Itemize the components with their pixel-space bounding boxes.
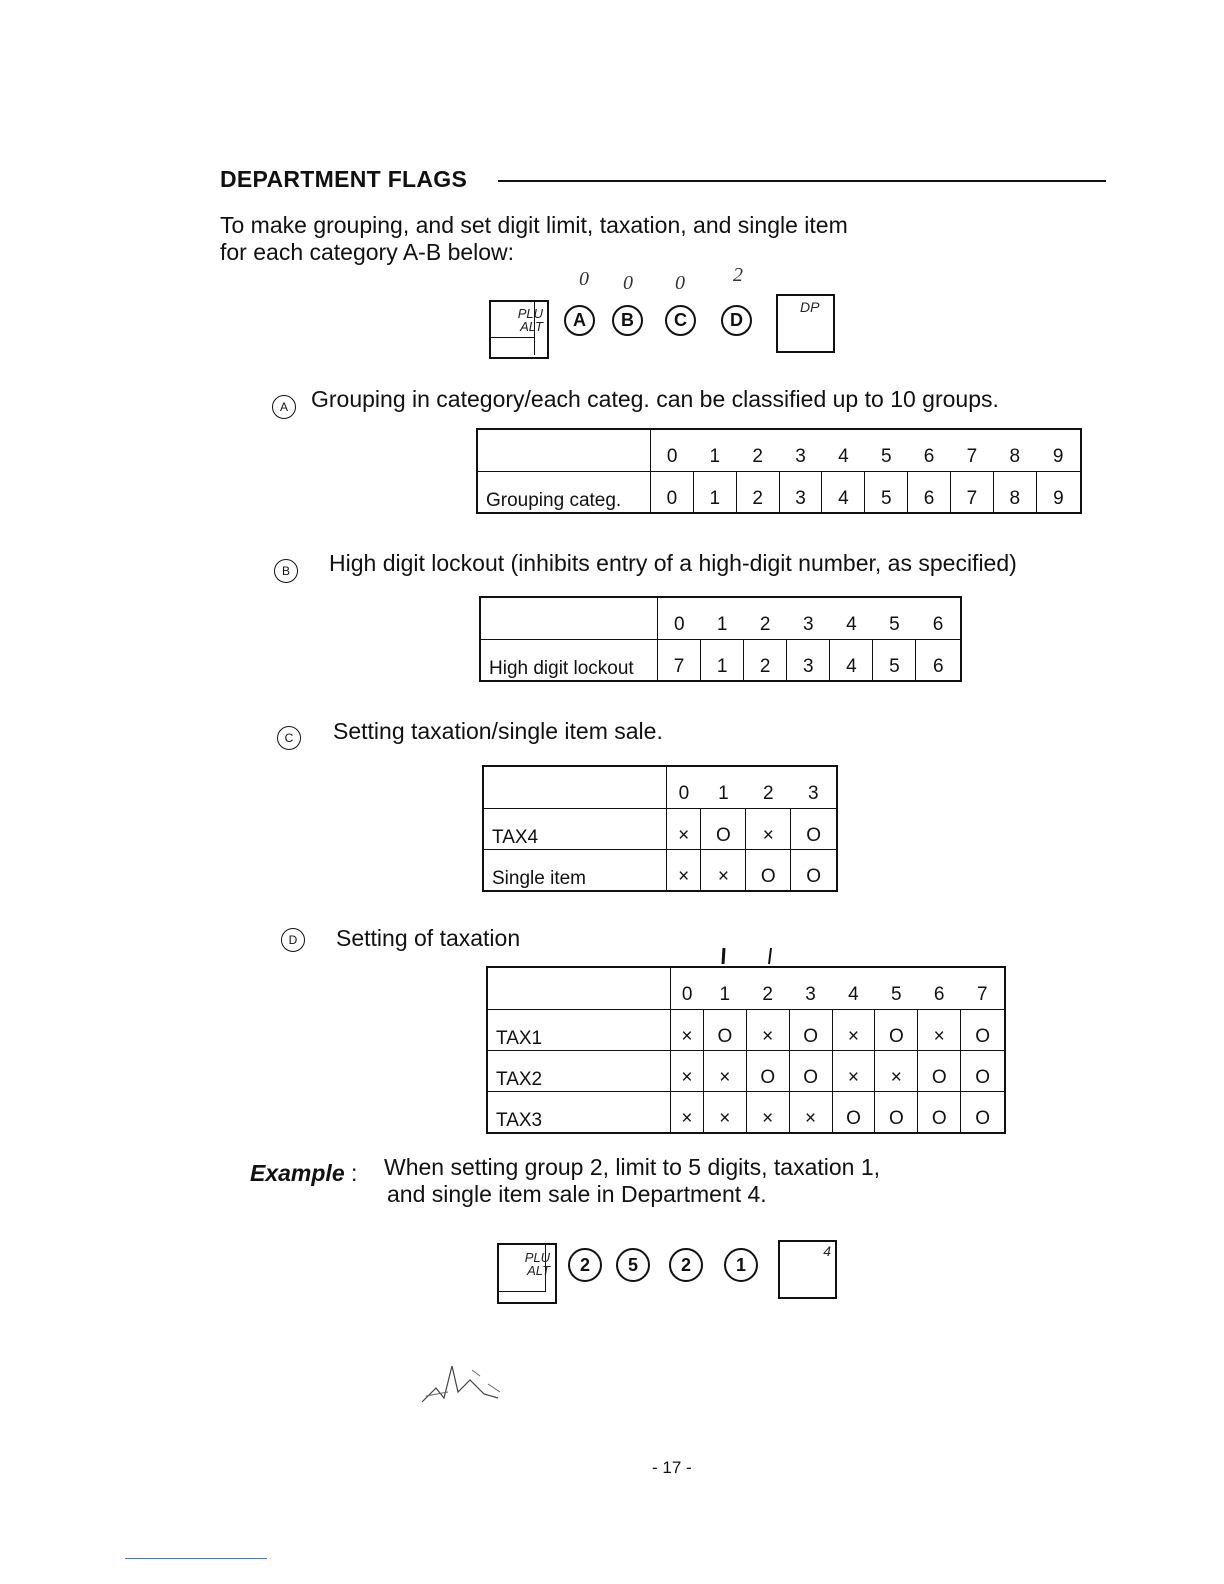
grouping-table-header-row: [477, 429, 1081, 472]
grouping-value-5: 5: [865, 472, 908, 514]
tax1-value-3: O: [789, 1010, 832, 1051]
high-digit-value-3: 3: [787, 640, 830, 682]
table-row: [487, 1051, 1005, 1092]
table-row: [487, 1010, 1005, 1051]
handwritten-tick-marks: [718, 946, 778, 968]
single-item-row-label: Single item: [483, 850, 667, 892]
high-digit-value-6: 6: [916, 640, 961, 682]
grouping-header-6: 6: [908, 429, 951, 472]
example-plu-alt-line1: PLU: [524, 1250, 550, 1265]
tax4-value-0: ×: [667, 809, 701, 850]
tax4-table: [482, 765, 838, 892]
high-digit-value-4: 4: [830, 640, 873, 682]
high-digit-value-5: 5: [873, 640, 916, 682]
plu-alt-key: [489, 300, 549, 359]
example-colon: :: [351, 1160, 358, 1186]
tax4-table-corner: [483, 766, 667, 809]
tax1-value-2: ×: [746, 1010, 789, 1051]
grouping-value-7: 7: [951, 472, 994, 514]
single-item-value-3: O: [791, 850, 837, 892]
table-row: [477, 472, 1081, 514]
grouping-header-4: 4: [822, 429, 865, 472]
high-digit-header-5: 5: [873, 597, 916, 640]
taxation-header-4: 4: [832, 967, 875, 1010]
tax4-value-1: O: [701, 809, 746, 850]
high-digit-table-header-row: [480, 597, 961, 640]
tax3-row-label: TAX3: [487, 1092, 671, 1134]
grouping-value-1: 1: [693, 472, 736, 514]
tax3-value-2: ×: [746, 1092, 789, 1134]
section-b-text: High digit lockout (inhibits entry of a high-digit number, as specified): [329, 550, 1017, 576]
taxation-header-7: 7: [961, 967, 1005, 1010]
taxation-header-0: 0: [671, 967, 704, 1010]
taxation-header-6: 6: [918, 967, 961, 1010]
example-plu-alt-key: [497, 1243, 557, 1304]
tax4-header-2: 2: [746, 766, 791, 809]
table-row: [487, 1092, 1005, 1134]
plu-alt-key-line2: ALT: [520, 319, 543, 334]
taxation-table: [486, 966, 1006, 1134]
high-digit-header-6: 6: [916, 597, 961, 640]
grouping-value-4: 4: [822, 472, 865, 514]
tax3-value-1: ×: [703, 1092, 746, 1134]
handwritten-mark-a: 0: [579, 268, 589, 290]
single-item-value-0: ×: [667, 850, 701, 892]
intro-line-2: for each category A-B below:: [220, 239, 515, 265]
example-label-word: Example: [250, 1160, 345, 1186]
page-number: - 17 -: [652, 1458, 692, 1477]
example-circle-2b: 2: [669, 1248, 703, 1282]
high-digit-header-3: 3: [787, 597, 830, 640]
grouping-header-3: 3: [779, 429, 822, 472]
grouping-header-1: 1: [693, 429, 736, 472]
high-digit-table: [479, 596, 962, 682]
tax2-value-1: ×: [703, 1051, 746, 1092]
tax3-value-3: ×: [789, 1092, 832, 1134]
example-line-1: When setting group 2, limit to 5 digits, taxation 1,: [384, 1154, 881, 1180]
high-digit-row-label: High digit lockout: [480, 640, 658, 682]
grouping-value-8: 8: [993, 472, 1036, 514]
example-dept-key: [778, 1240, 837, 1299]
grouping-value-9: 9: [1036, 472, 1081, 514]
heading-rule: [498, 180, 1106, 182]
tax3-value-6: O: [918, 1092, 961, 1134]
section-b-badge: B: [274, 559, 298, 583]
high-digit-value-2: 2: [744, 640, 787, 682]
tax3-value-5: O: [875, 1092, 918, 1134]
example-circle-1: 1: [724, 1248, 758, 1282]
single-item-value-1: ×: [701, 850, 746, 892]
tax2-value-4: ×: [832, 1051, 875, 1092]
taxation-header-5: 5: [875, 967, 918, 1010]
table-row: [483, 850, 837, 892]
dp-key-label: DP: [800, 299, 820, 315]
section-c-badge: C: [277, 726, 301, 750]
table-row: [480, 640, 961, 682]
tax2-value-3: O: [789, 1051, 832, 1092]
single-item-value-2: O: [746, 850, 791, 892]
tax4-header-0: 0: [667, 766, 701, 809]
section-d-badge: D: [281, 928, 305, 952]
tax4-header-1: 1: [701, 766, 746, 809]
tax2-value-0: ×: [671, 1051, 704, 1092]
tax4-value-2: ×: [746, 809, 791, 850]
example-text: [384, 1154, 880, 1208]
tax2-value-5: ×: [875, 1051, 918, 1092]
tax4-row-label: TAX4: [483, 809, 667, 850]
taxation-header-1: 1: [703, 967, 746, 1010]
key-circle-a: A: [564, 305, 595, 336]
taxation-table-corner: [487, 967, 671, 1010]
handwritten-mark-c: 0: [675, 272, 685, 294]
bottom-rule: [125, 1558, 267, 1559]
example-line-2: and single item sale in Department 4.: [387, 1181, 767, 1207]
grouping-header-9: 9: [1036, 429, 1081, 472]
tax2-value-7: O: [961, 1051, 1005, 1092]
high-digit-header-2: 2: [744, 597, 787, 640]
grouping-header-8: 8: [993, 429, 1036, 472]
high-digit-header-1: 1: [701, 597, 744, 640]
tax1-value-0: ×: [671, 1010, 704, 1051]
section-d-text: Setting of taxation: [336, 925, 521, 951]
table-row: [483, 809, 837, 850]
example-circle-2: 2: [568, 1248, 602, 1282]
tax1-value-5: O: [875, 1010, 918, 1051]
signature-scribble-icon: [418, 1362, 506, 1408]
key-circle-b: B: [612, 305, 643, 336]
tax4-value-3: O: [791, 809, 837, 850]
tax1-row-label: TAX1: [487, 1010, 671, 1051]
dp-key: [776, 294, 835, 353]
high-digit-table-corner: [480, 597, 658, 640]
grouping-header-5: 5: [865, 429, 908, 472]
example-dept-key-label: 4: [823, 1243, 831, 1259]
grouping-table-corner: [477, 429, 651, 472]
tax1-value-6: ×: [918, 1010, 961, 1051]
page-heading: DEPARTMENT FLAGS: [220, 166, 468, 192]
tax1-value-4: ×: [832, 1010, 875, 1051]
example-label: [250, 1160, 357, 1187]
high-digit-value-1: 1: [701, 640, 744, 682]
grouping-value-2: 2: [736, 472, 779, 514]
high-digit-header-0: 0: [658, 597, 701, 640]
grouping-header-2: 2: [736, 429, 779, 472]
grouping-header-0: 0: [651, 429, 694, 472]
tax4-header-3: 3: [791, 766, 837, 809]
grouping-value-0: 0: [651, 472, 694, 514]
key-circle-d: D: [721, 305, 752, 336]
taxation-header-2: 2: [746, 967, 789, 1010]
taxation-table-header-row: [487, 967, 1005, 1010]
tax4-table-header-row: [483, 766, 837, 809]
grouping-value-6: 6: [908, 472, 951, 514]
handwritten-mark-d: 2: [733, 264, 743, 286]
high-digit-value-0: 7: [658, 640, 701, 682]
tax1-value-7: O: [961, 1010, 1005, 1051]
example-circle-5: 5: [616, 1248, 650, 1282]
handwritten-mark-b: 0: [623, 272, 633, 294]
intro-line-1: To make grouping, and set digit limit, taxation, and single item: [220, 212, 848, 238]
intro-text: [220, 212, 848, 266]
section-c-text: Setting taxation/single item sale.: [333, 718, 663, 744]
grouping-row-label: Grouping categ.: [477, 472, 651, 514]
tax3-value-4: O: [832, 1092, 875, 1134]
tax1-value-1: O: [703, 1010, 746, 1051]
tax3-value-7: O: [961, 1092, 1005, 1134]
tax2-value-6: O: [918, 1051, 961, 1092]
grouping-header-7: 7: [951, 429, 994, 472]
key-circle-c: C: [665, 305, 696, 336]
tax3-value-0: ×: [671, 1092, 704, 1134]
example-plu-alt-line2: ALT: [527, 1263, 550, 1278]
section-a-text: Grouping in category/each categ. can be classified up to 10 groups.: [311, 386, 999, 412]
tax2-row-label: TAX2: [487, 1051, 671, 1092]
taxation-header-3: 3: [789, 967, 832, 1010]
section-a-badge: A: [272, 395, 296, 419]
grouping-value-3: 3: [779, 472, 822, 514]
high-digit-header-4: 4: [830, 597, 873, 640]
plu-alt-key-line1: PLU: [517, 306, 543, 321]
grouping-table: [476, 428, 1082, 514]
tax2-value-2: O: [746, 1051, 789, 1092]
